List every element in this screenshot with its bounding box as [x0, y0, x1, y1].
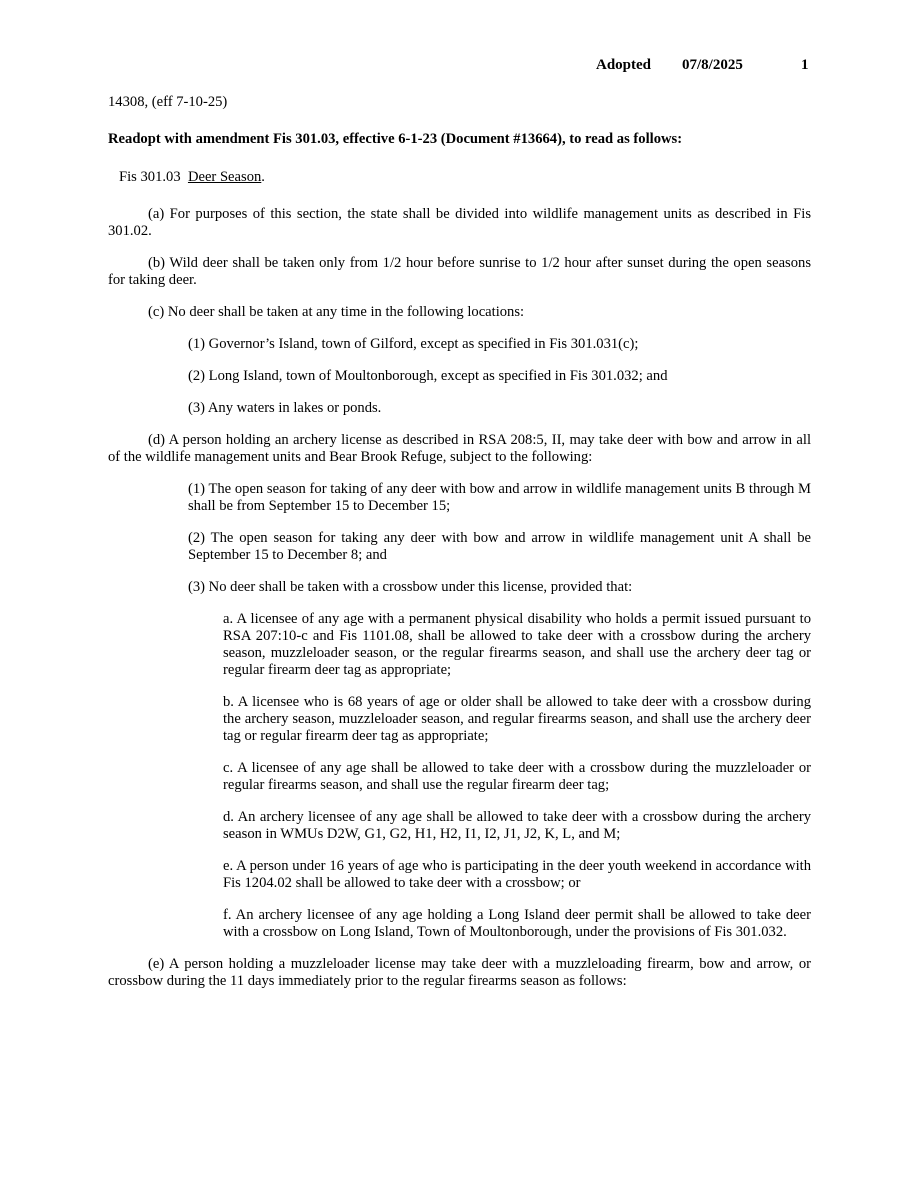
paragraph-d2: (2) The open season for taking any deer with bow and arrow in wildlife management unit A shall be September 15 to December 8; and — [188, 530, 811, 563]
paragraph-d3b: b. A licensee who is 68 years of age or older shall be allowed to take deer with a crossbow during the archery season, muzzleloader season, and regular firearms season, and shall use the archery deer tag or regular firearm deer tag as appropriate; — [223, 694, 811, 744]
paragraph-d3f: f. An archery licensee of any age holding a Long Island deer permit shall be allowed to take deer with a crossbow on Long Island, Town of Moultonborough, under the provisions of Fis 301.032. — [223, 907, 811, 940]
document-body — [108, 94, 811, 1005]
section-title — [108, 169, 811, 186]
paragraph-d1: (1) The open season for taking of any deer with bow and arrow in wildlife management units B through M shall be from September 15 to December 15; — [188, 481, 811, 514]
adopted-date: 07/8/2025 — [682, 57, 743, 73]
section-title-text: Deer Season — [187, 169, 262, 185]
paragraph-c3: (3) Any waters in lakes or ponds. — [188, 400, 382, 416]
adopted-label: Adopted — [596, 57, 652, 73]
paragraph-d: (d) A person holding an archery license as described in RSA 208:5, II, may take deer with bow and arrow in all of the wildlife management units and Bear Brook Refuge, subject to the following: — [108, 432, 811, 465]
paragraph-e: (e) A person holding a muzzleloader license may take deer with a muzzleloading firearm, bow and arrow, or crossbow during the 11 days immediately prior to the regular firearms season as follows: — [108, 956, 811, 989]
paragraph-a: (a) For purposes of this section, the state shall be divided into wildlife management units as described in Fis 301.02. — [108, 206, 811, 239]
section-title-period: . — [261, 169, 265, 185]
paragraph-d3e: e. A person under 16 years of age who is participating in the deer youth weekend in accordance with Fis 1204.02 shall be allowed to take deer with a crossbow; or — [223, 858, 811, 891]
paragraph-d3c: c. A licensee of any age shall be allowed to take deer with a crossbow during the muzzleloader or regular firearms season, and shall use the regular firearm deer tag; — [223, 760, 811, 793]
paragraph-d3a: a. A licensee of any age with a permanent physical disability who holds a permit issued pursuant to RSA 207:10-c and Fis 1101.08, shall be allowed to take deer with a crossbow during the archery season, muzzleloader season, or the regular firearms season, and shall use the archery deer tag or regular firearm deer tag as appropriate; — [223, 611, 811, 678]
paragraph-c1: (1) Governor’s Island, town of Gilford, except as specified in Fis 301.031(c); — [188, 336, 639, 352]
paragraph-b: (b) Wild deer shall be taken only from 1/2 hour before sunrise to 1/2 hour after sunset during the open seasons for taking deer. — [108, 255, 811, 288]
paragraph-d3d: d. An archery licensee of any age shall be allowed to take deer with a crossbow during the archery season in WMUs D2W, G1, G2, H1, H2, I1, I2, J1, J2, K, L, and M; — [223, 809, 811, 842]
section-number: Fis 301.03 — [119, 169, 181, 185]
page-header — [0, 57, 918, 77]
page-number: 1 — [801, 57, 809, 73]
paragraph-c: (c) No deer shall be taken at any time in the following locations: — [148, 304, 525, 320]
document-reference: 14308, (eff 7-10-25) — [108, 94, 228, 110]
paragraph-c2: (2) Long Island, town of Moultonborough, except as specified in Fis 301.032; and — [188, 368, 668, 384]
readopt-heading: Readopt with amendment Fis 301.03, effective 6-1-23 (Document #13664), to read as follows: — [108, 131, 683, 147]
paragraph-d3: (3) No deer shall be taken with a crossbow under this license, provided that: — [188, 579, 633, 595]
